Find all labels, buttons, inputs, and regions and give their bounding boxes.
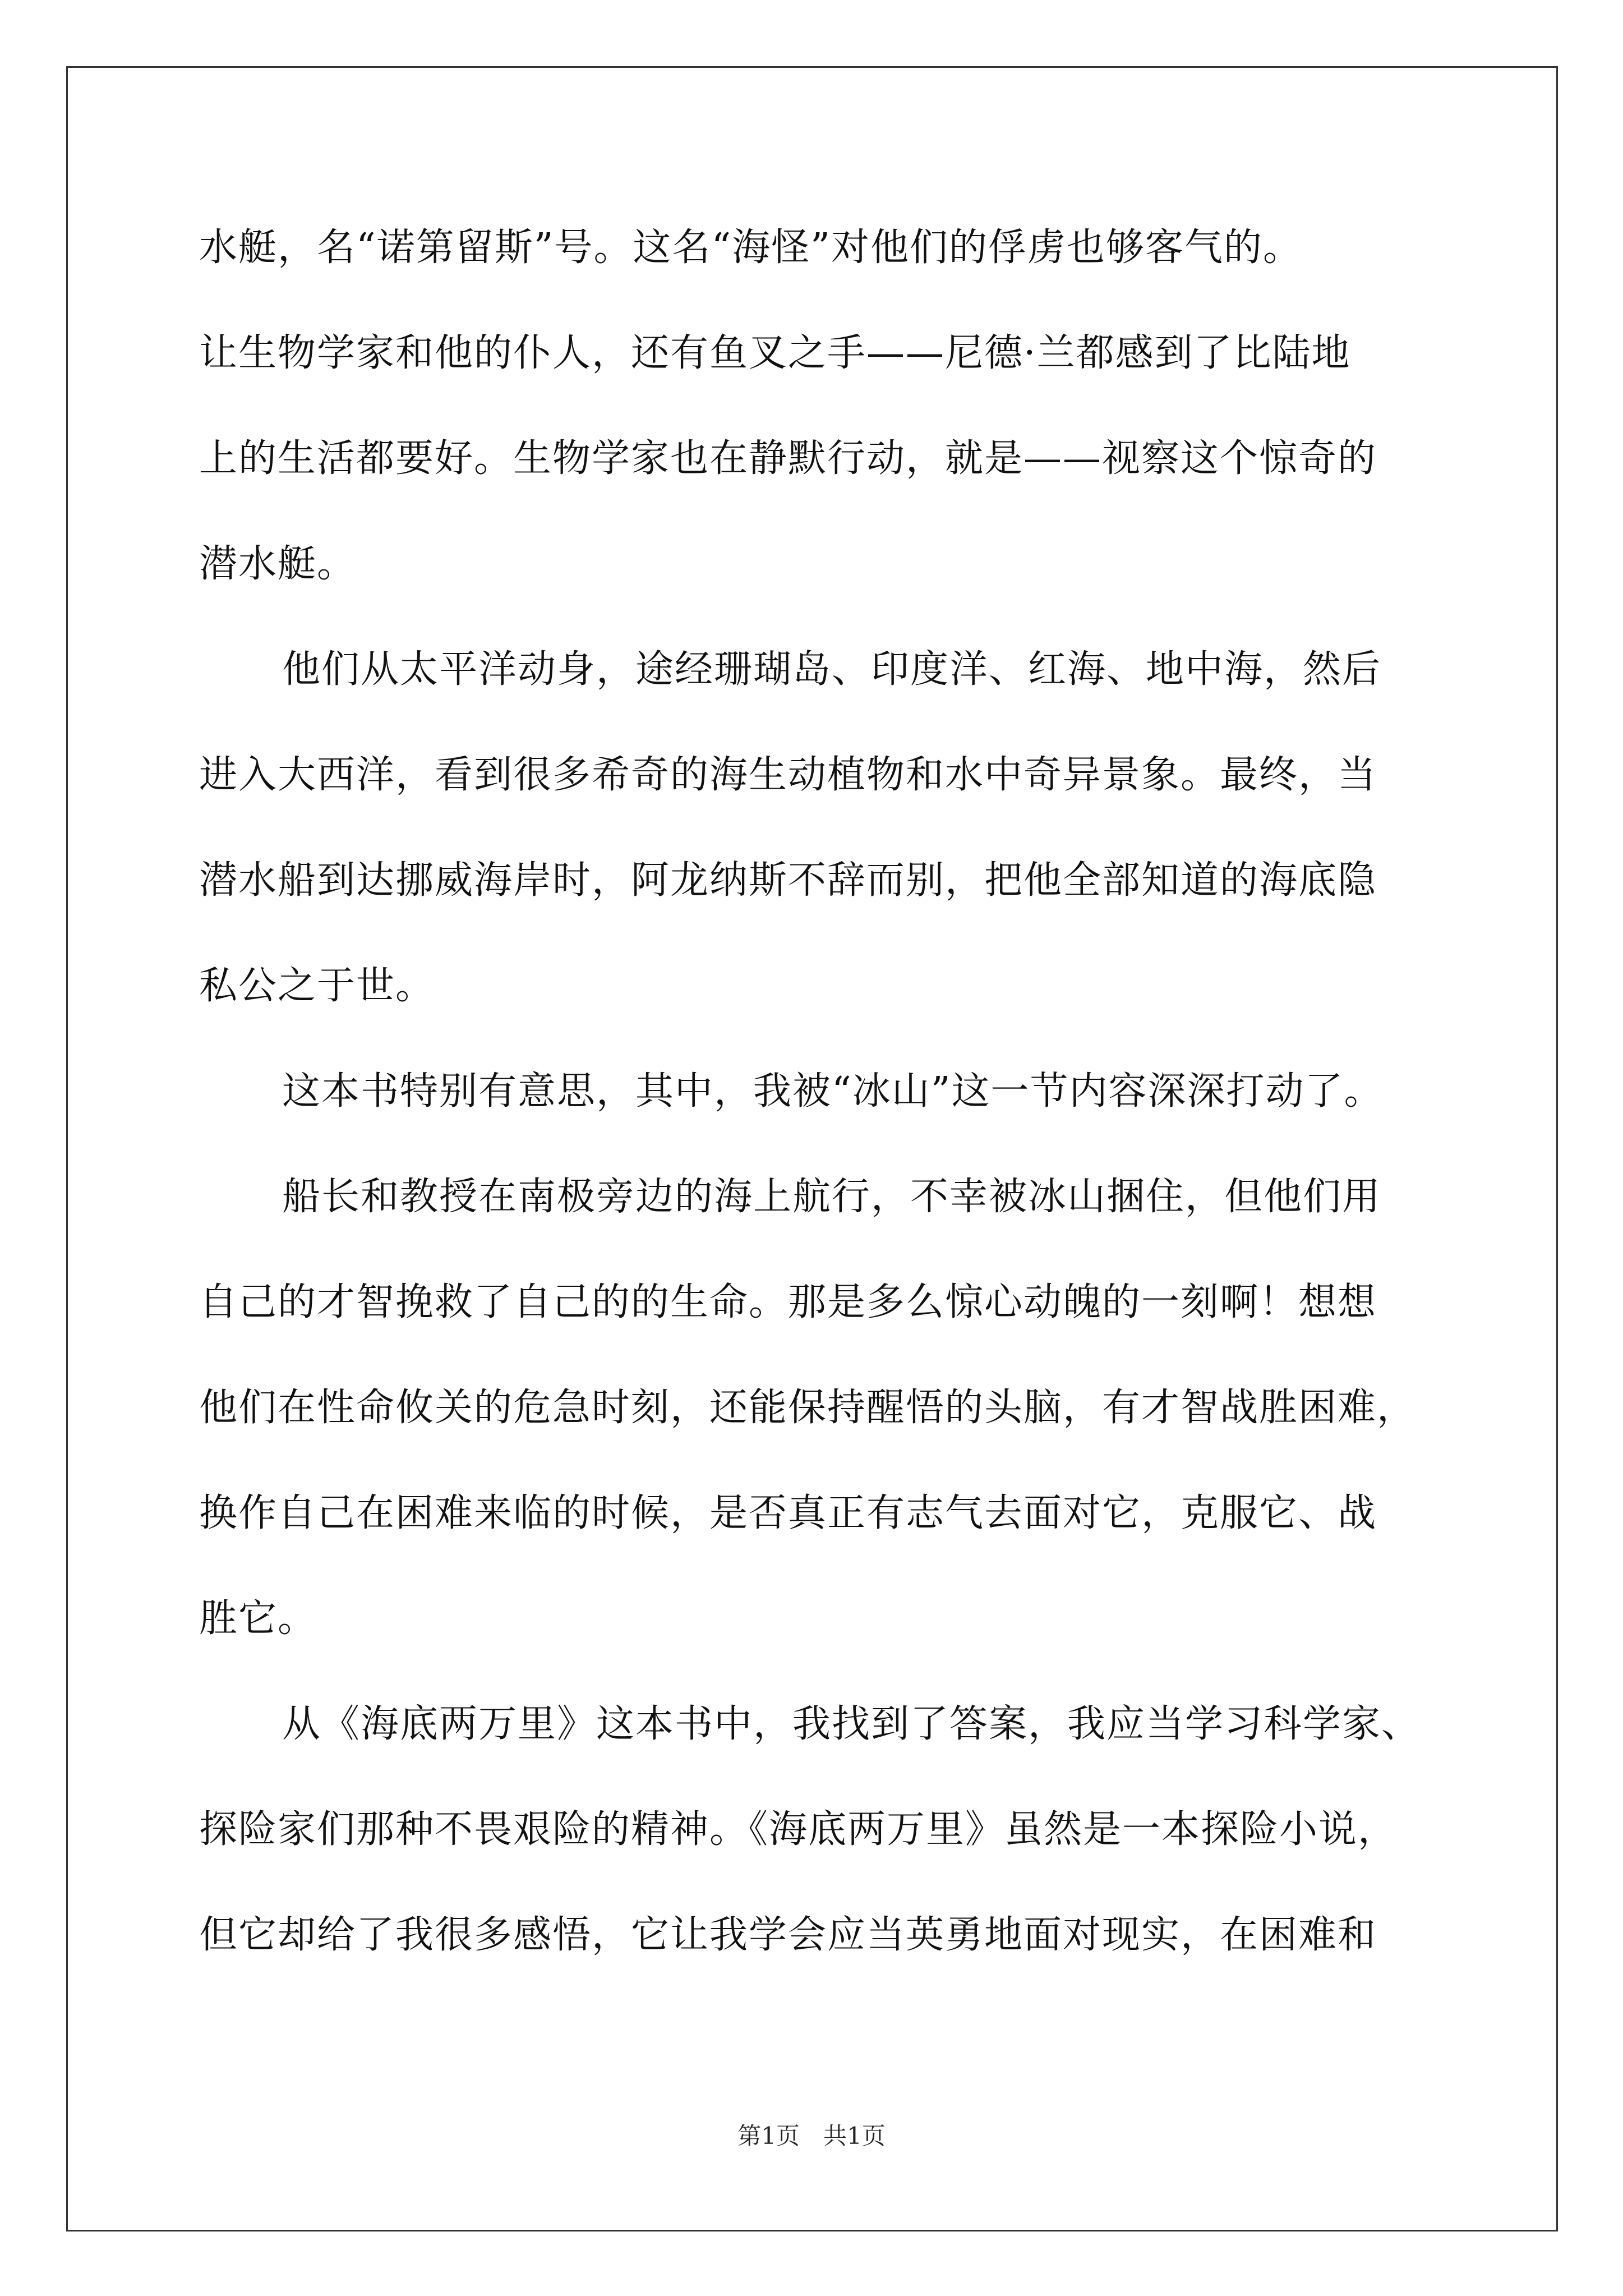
text-line: 潜水船到达挪威海岸时，阿龙纳斯不辞而别，把他全部知道的海底隐 <box>199 858 1377 903</box>
text-line: 换作自己在困难来临的时候，是否真正有志气去面对它，克服它、战 <box>199 1491 1377 1535</box>
paragraph-start-line: 从《海底两万里》这本书中，我找到了答案，我应当学习科学家、 <box>282 1702 1421 1746</box>
paragraph-start-line: 船长和教授在南极旁边的海上航行，不幸被冰山捆住，但他们用 <box>282 1175 1382 1219</box>
text-line: 让生物学家和他的仆人，还有鱼叉之手——尼德·兰都感到了比陆地 <box>199 331 1351 375</box>
text-line: 他们在性命攸关的危急时刻，还能保持醒悟的头脑，有才智战胜困难， <box>199 1386 1417 1430</box>
page-footer: 第1页 共1页 <box>737 2122 886 2150</box>
text-line: 私公之于世。 <box>199 964 435 1008</box>
text-line: 但它却给了我很多感悟，它让我学会应当英勇地面对现实，在困难和 <box>199 1913 1377 1957</box>
document-body <box>199 195 1444 1988</box>
text-line: 水艇，名“诺第留斯”号。这名“海怪”对他们的俘虏也够客气的。 <box>199 226 1303 270</box>
text-line: 胜它。 <box>199 1596 317 1641</box>
text-line: 探险家们那种不畏艰险的精神。《海底两万里》虽然是一本探险小说， <box>199 1807 1398 1852</box>
text-line: 自己的才智挽救了自己的的生命。那是多么惊心动魄的一刻啊！想想 <box>199 1280 1377 1324</box>
paragraph-start-line: 他们从太平洋动身，途经珊瑚岛、印度洋、红海、地中海，然后 <box>282 647 1382 692</box>
text-line: 上的生活都要好。生物学家也在静默行动，就是——视察这个惊奇的 <box>199 436 1377 481</box>
paragraph-start-line: 这本书特别有意思，其中，我被“冰山”这一节内容深深打动了。 <box>282 1069 1384 1114</box>
text-line: 潜水艇。 <box>199 542 357 586</box>
text-line: 进入大西洋，看到很多希奇的海生动植物和水中奇异景象。最终，当 <box>199 753 1377 797</box>
